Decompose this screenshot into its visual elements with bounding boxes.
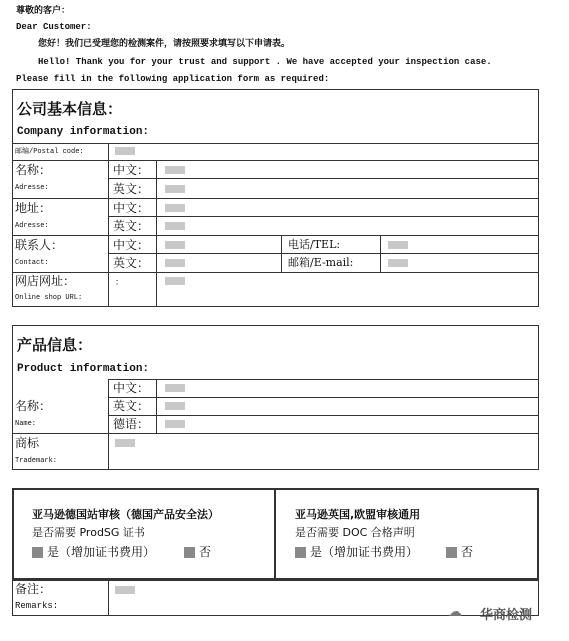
trademark-label-cn: 商标 [15,436,40,450]
address-label-en: Adresse: [15,222,49,230]
company-name-label-en: Adresse: [15,184,49,192]
greeting-en: Dear Customer: [16,22,92,32]
remarks-label-cn: 备注： [15,582,52,596]
prodsg-yes-option[interactable]: 是（增加证书费用） [32,543,155,560]
shop-url-colon: ： [115,278,125,288]
product-english-label: 英文： [113,399,150,413]
watermark-text: 华商检测 [480,608,533,623]
tel-label: 电话/TEL: [288,238,341,251]
company-name-english-label: 英文： [113,182,150,196]
email-field[interactable] [388,259,408,267]
address-chinese-field[interactable] [165,204,185,212]
company-name-label-cn: 名称： [15,163,52,177]
postal-code-label: 邮编/Postal code: [15,148,84,156]
contact-chinese-label: 中文： [113,238,150,252]
trademark-label-en: Trademark: [15,457,58,465]
company-name-english-field[interactable] [165,185,185,193]
contact-chinese-field[interactable] [165,241,185,249]
company-title-en: Company information: [17,126,150,138]
address-chinese-label: 中文： [113,201,150,215]
company-title-cn: 公司基本信息： [17,100,123,118]
remarks-field[interactable] [115,586,135,594]
shop-url-label-cn: 网店网址： [15,274,76,288]
contact-label-cn: 联系人： [15,238,64,252]
audit-left-question: 是否需要 ProdSG 证书 [32,526,145,539]
product-title-cn: 产品信息： [17,336,93,354]
contact-label-en: Contact: [15,259,49,267]
thanks-en: Hello! Thank you for your trust and support . We have accepted your inspection case. [38,57,492,67]
address-label-cn: 地址： [15,201,52,215]
thanks-cn: 您好！我们已受理您的检测案件，请按照要求填写以下申请表。 [38,39,291,49]
prodsg-no-option[interactable]: 否 [184,543,211,560]
tel-field[interactable] [388,241,408,249]
doc-yes-option[interactable]: 是（增加证书费用） [295,543,418,560]
checkbox-icon[interactable] [32,547,43,558]
checkbox-icon[interactable] [446,547,457,558]
product-german-field[interactable] [165,420,185,428]
wechat-icon: ☁ [448,604,462,620]
instruction-en: Please fill in the following application form as required: [16,74,330,84]
checkbox-icon[interactable] [295,547,306,558]
trademark-field[interactable] [115,439,135,447]
greeting-cn: 尊敬的客户： [16,6,71,16]
product-name-label-en: Name: [15,420,37,428]
checkbox-icon[interactable] [184,547,195,558]
company-name-chinese-field[interactable] [165,166,185,174]
shop-url-field[interactable] [165,277,185,285]
postal-code-field[interactable] [115,147,135,155]
company-name-chinese-label: 中文： [113,163,150,177]
address-english-label: 英文： [113,219,150,233]
contact-english-field[interactable] [165,259,185,267]
remarks-label-en: Remarks: [15,601,59,611]
product-name-label-cn: 名称： [15,399,52,413]
audit-left-title: 亚马逊德国站审核（德国产品安全法） [32,508,219,521]
product-chinese-label: 中文： [113,381,150,395]
audit-right-title: 亚马逊英国,欧盟审核通用 [295,508,421,521]
product-chinese-field[interactable] [165,384,185,392]
shop-url-label-en: Online shop URL: [15,294,83,302]
product-english-field[interactable] [165,402,185,410]
address-english-field[interactable] [165,222,185,230]
doc-no-option[interactable]: 否 [446,543,473,560]
email-label: 邮箱/E-mail: [288,256,354,269]
audit-right-question: 是否需要 DOC 合格声明 [295,526,415,539]
product-title-en: Product information: [17,363,150,375]
contact-english-label: 英文： [113,256,150,270]
product-german-label: 德语： [113,417,150,431]
